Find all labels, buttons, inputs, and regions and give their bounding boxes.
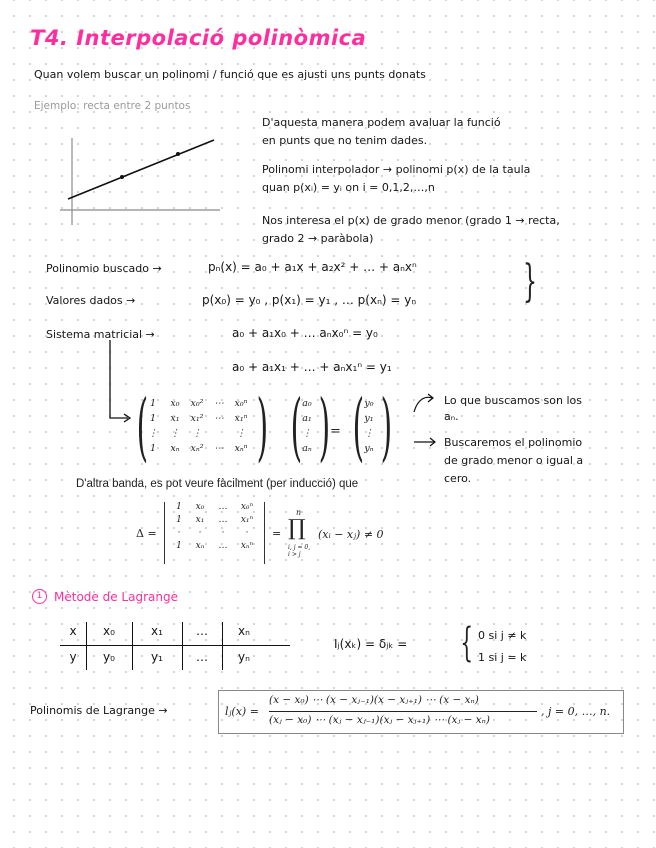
side-note-2c: cero.: [444, 472, 472, 485]
a-vector-cell: aₙ: [302, 443, 312, 454]
table-x-cell: x₁: [151, 624, 163, 638]
system-eq-2: a₀ + a₁x₁ + … + aₙx₁ⁿ = y₁: [232, 360, 392, 374]
note-line-2: en punts que no tenim dades.: [262, 134, 428, 147]
vandermonde-cell: x₁: [170, 413, 180, 424]
vandermonde-cell: ⋮: [170, 428, 180, 439]
determinant-cell: …: [218, 541, 228, 551]
matrix-equals: =: [330, 424, 341, 439]
values-label: Valores dados →: [46, 294, 136, 307]
poly-def-line-2: quan p(xᵢ) = yᵢ on i = 0,1,2,…,n: [262, 181, 435, 194]
y-vector-cell: y₀: [364, 398, 374, 409]
determinant-cell: x₀: [195, 502, 205, 512]
formula-denominator: (xⱼ − x₀) ⋯ (xⱼ − xⱼ₋₁)(xⱼ − xⱼ₊₁) ⋯ (xⱼ − xₙ): [269, 714, 490, 726]
kronecker-brace: {: [460, 620, 474, 666]
prod-top: n: [296, 508, 302, 517]
prod-symbol: ∏: [288, 516, 306, 541]
y-vector-cell: ⋮: [364, 428, 374, 439]
kronecker-case-2: 1 si j = k: [478, 651, 527, 664]
yvec-paren-left: (: [352, 384, 365, 470]
table-y-cell: …: [196, 650, 208, 664]
right-brace: }: [523, 256, 537, 307]
grade-line-1: Nos interesa el p(x) de grado menor (grado 1 → recta,: [262, 214, 560, 227]
delta-label: Δ =: [136, 527, 157, 540]
vandermonde-cell: 1: [149, 398, 157, 409]
vandermonde-cell: 1: [149, 443, 157, 454]
vandermonde-cell: x₁²: [190, 413, 204, 424]
kronecker-lhs: Iⱼ(xₖ) = δⱼₖ =: [334, 637, 408, 651]
matrix-paren-left: (: [136, 384, 149, 470]
determinant-cell: x₁: [195, 515, 205, 525]
table-rule: [60, 645, 290, 646]
table-y-cell: y: [69, 650, 77, 664]
poly-def-line-1: Polinomi interpolador → polinomi p(x) de la taula: [262, 163, 531, 176]
example-label: Ejemplo: recta entre 2 puntos: [34, 100, 191, 112]
determinant-cell: 1: [176, 541, 182, 551]
vandermonde-cell: xₙ²: [190, 443, 204, 454]
lagrange-formula-box: [218, 690, 624, 734]
prod-bottom: i, j = 0, i > j: [288, 544, 311, 558]
vandermonde-cell: ⋮: [148, 428, 158, 439]
table-y-cell: y₁: [151, 650, 163, 664]
formula-lhs: lⱼ(x) =: [225, 705, 259, 718]
determinant-cell: ·: [198, 528, 202, 538]
system-label: Sistema matricial →: [46, 328, 155, 341]
vandermonde-cell: ⋮: [192, 428, 202, 439]
note-line-1: D'aquesta manera podem avaluar la funció: [262, 116, 501, 129]
determinant-cell: …: [218, 515, 228, 525]
determinant-cell: 1: [176, 515, 182, 525]
section-number-icon: [32, 589, 47, 604]
vandermonde-cell: ⋯: [214, 443, 224, 454]
side-note-2a: Buscaremos el polinomio: [444, 436, 583, 449]
determinant-cell: ·: [245, 528, 249, 538]
lagrange-poly-label: Polinomis de Lagrange →: [30, 704, 168, 717]
matrix-paren-right: ): [256, 384, 269, 470]
table-x-cell: x: [69, 624, 77, 638]
vandermonde-cell: ⋯: [214, 413, 224, 424]
formula-numerator: (x − x₀) ⋯ (x − xⱼ₋₁)(x − xⱼ₊₁) ⋯ (x − xₙ): [269, 694, 479, 706]
page-title: T4. Interpolació polinòmica: [30, 26, 367, 50]
vandermonde-cell: xₙ: [170, 443, 180, 454]
determinant-cell: …: [218, 502, 228, 512]
table-y-cell: y₀: [103, 650, 115, 664]
determinant-cell: ·: [221, 528, 225, 538]
a-vector-cell: a₁: [302, 413, 312, 424]
lagrange-table: [60, 622, 290, 670]
yvec-paren-right: ): [380, 384, 393, 470]
determinant-cell: 1: [176, 502, 182, 512]
det-equals: =: [272, 527, 282, 540]
kronecker-case-1: 0 si j ≠ k: [478, 629, 527, 642]
determinant-cell: xₙ: [195, 541, 205, 551]
y-vector-cell: yₙ: [364, 443, 374, 454]
avec-paren-left: (: [290, 384, 303, 470]
determinant-cell: x₁ⁿ: [240, 515, 254, 525]
induction-text: D'altra banda, es pot veure fàcilment (per inducció) que: [76, 478, 359, 490]
determinant-cell: xₙⁿ: [240, 541, 254, 551]
formula-range: , j = 0, …, n.: [541, 705, 611, 718]
det-bar-right: [264, 502, 265, 564]
table-x-cell: x₀: [103, 624, 115, 638]
table-y-cell: yₙ: [238, 650, 250, 664]
det-bar-left: [164, 502, 165, 564]
side-note-2b: de grado menor o igual a: [444, 454, 584, 467]
determinant-matrix: [170, 502, 260, 551]
avec-paren-right: ): [318, 384, 331, 470]
prod-rhs: (xᵢ − xⱼ) ≠ 0: [318, 528, 384, 541]
vandermonde-cell: x₁ⁿ: [234, 413, 248, 424]
searched-label: Polinomio buscado →: [46, 262, 162, 275]
vandermonde-cell: xₙⁿ: [234, 443, 248, 454]
vandermonde-cell: ⋯: [214, 398, 224, 409]
a-vector-cell: a₀: [302, 398, 312, 409]
table-x-cell: xₙ: [238, 624, 250, 638]
a-vector-cell: ⋮: [302, 428, 312, 439]
vandermonde-cell: x₀: [170, 398, 180, 409]
searched-expr: pₙ(x) = a₀ + a₁x + a₂x² + … + aₙxⁿ: [208, 260, 417, 274]
section-number: 1: [36, 591, 43, 601]
intro-text: Quan volem buscar un polinomi / funció que es ajusti uns punts donats: [34, 68, 426, 81]
fraction-bar: [269, 711, 537, 712]
system-eq-1: a₀ + a₁x₀ + … aₙx₀ⁿ = y₀: [232, 326, 378, 340]
values-expr: p(x₀) = y₀ , p(x₁) = y₁ , … p(xₙ) = yₙ: [202, 293, 417, 307]
table-x-cell: …: [196, 624, 208, 638]
side-note-1a: Lo que buscamos son los: [444, 394, 582, 407]
lagrange-heading: Mètode de Lagrange: [54, 590, 178, 604]
grade-line-2: grado 2 → paràbola): [262, 232, 374, 245]
vandermonde-cell: x₀²: [190, 398, 204, 409]
side-note-1b: aₙ.: [444, 410, 459, 423]
vandermonde-cell: 1: [149, 413, 157, 424]
vandermonde-cell: ⋮: [236, 428, 246, 439]
determinant-cell: ·: [177, 528, 181, 538]
vandermonde-cell: x₀ⁿ: [234, 398, 248, 409]
y-vector-cell: y₁: [364, 413, 374, 424]
determinant-cell: x₀ⁿ: [240, 502, 254, 512]
